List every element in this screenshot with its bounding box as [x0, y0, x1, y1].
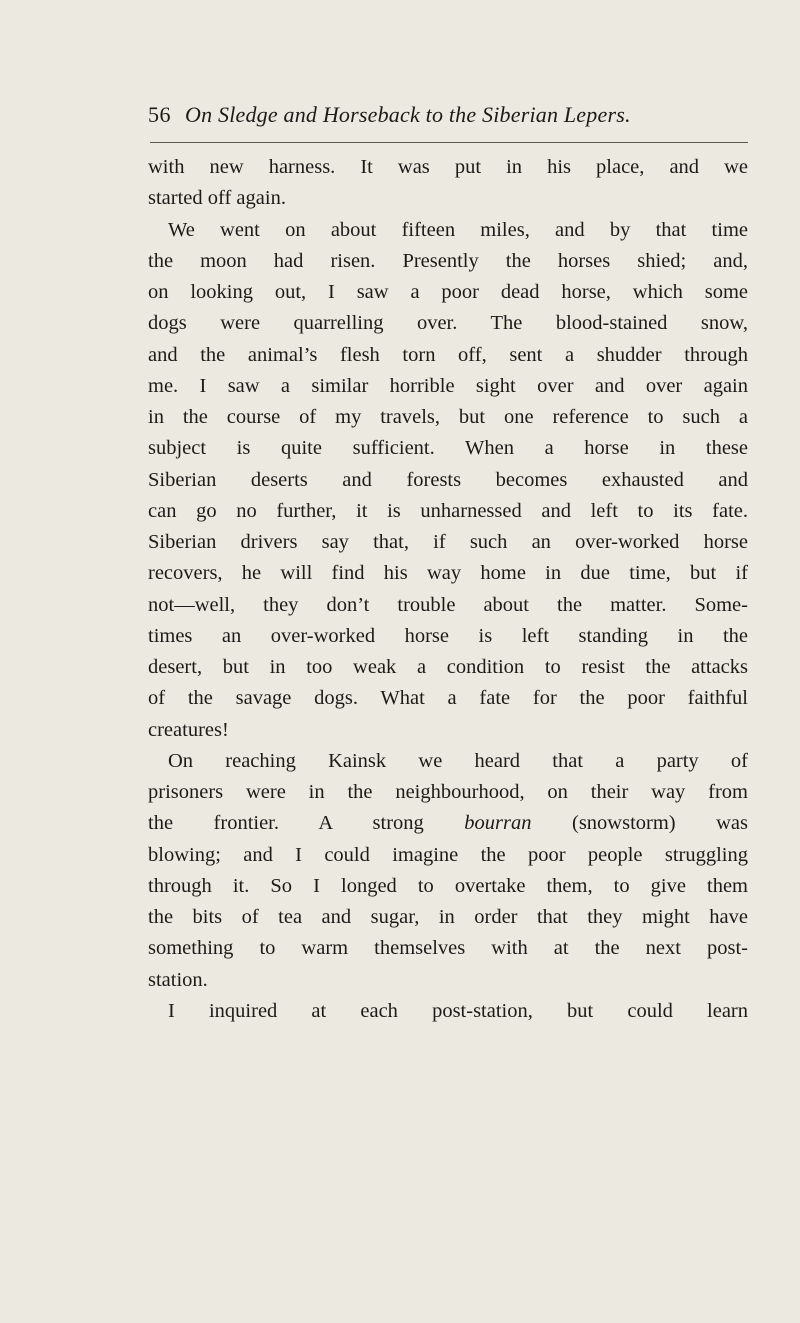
text-line: dogs were quarrelling over. The blood-stained snow,	[148, 312, 748, 335]
text-line: me. I saw a similar horrible sight over and over again	[148, 374, 748, 397]
text-line: station.	[148, 968, 208, 991]
header-rule	[150, 142, 748, 143]
text-line: something to warm themselves with at the next post-	[148, 937, 748, 960]
text-line: prisoners were in the neighbourhood, on their way from	[148, 781, 748, 803]
text-line: desert, but in too weak a condition to resist the attacks	[148, 656, 748, 678]
text-line: subject is quite sufficient. When a horse in these	[148, 437, 748, 460]
text-line: with new harness. It was put in his place, and we	[148, 156, 748, 178]
text-line: the frontier. A strong bourran (snowstorm) was	[148, 812, 749, 835]
text-line: I inquired at each post-station, but could learn	[168, 999, 748, 1022]
text-line: blowing; and I could imagine the poor people struggling	[148, 843, 748, 866]
text-line: can go no further, it is unharnessed and left to its fate.	[148, 499, 748, 522]
italic-word: bourran	[464, 812, 532, 835]
page-number: 56	[148, 102, 171, 127]
text-line: of the savage dogs. What a fate for the poor faithful	[148, 687, 748, 710]
text-line: recovers, he will find his way home in due time, but if	[148, 562, 748, 585]
text-line: in the course of my travels, but one reference to such a	[148, 406, 748, 428]
page-header	[148, 98, 748, 146]
text-line: the bits of tea and sugar, in order that they might have	[148, 906, 748, 928]
text-line: times an over-worked horse is left standing in the	[148, 624, 748, 647]
body-text	[148, 152, 748, 1027]
text-line: Siberian deserts and forests becomes exhausted and	[148, 468, 748, 491]
text-line: creatures!	[148, 718, 229, 741]
text-line: on looking out, I saw a poor dead horse, which some	[148, 281, 748, 303]
text-line: Siberian drivers say that, if such an over-worked horse	[148, 531, 748, 553]
text-line: started off again.	[148, 187, 286, 210]
text-line: the moon had risen. Presently the horses shied; and,	[148, 249, 748, 272]
text-line: and the animal’s flesh torn off, sent a shudder through	[148, 343, 748, 366]
text-line: not—well, they don’t trouble about the matter. Some-	[148, 593, 748, 616]
running-title: On Sledge and Horseback to the Siberian Lepers.	[185, 102, 631, 127]
text-line: On reaching Kainsk we heard that a party of	[168, 749, 748, 772]
text-line: through it. So I longed to overtake them, to give them	[148, 874, 748, 897]
text-line: We went on about fifteen miles, and by that time	[168, 218, 748, 241]
